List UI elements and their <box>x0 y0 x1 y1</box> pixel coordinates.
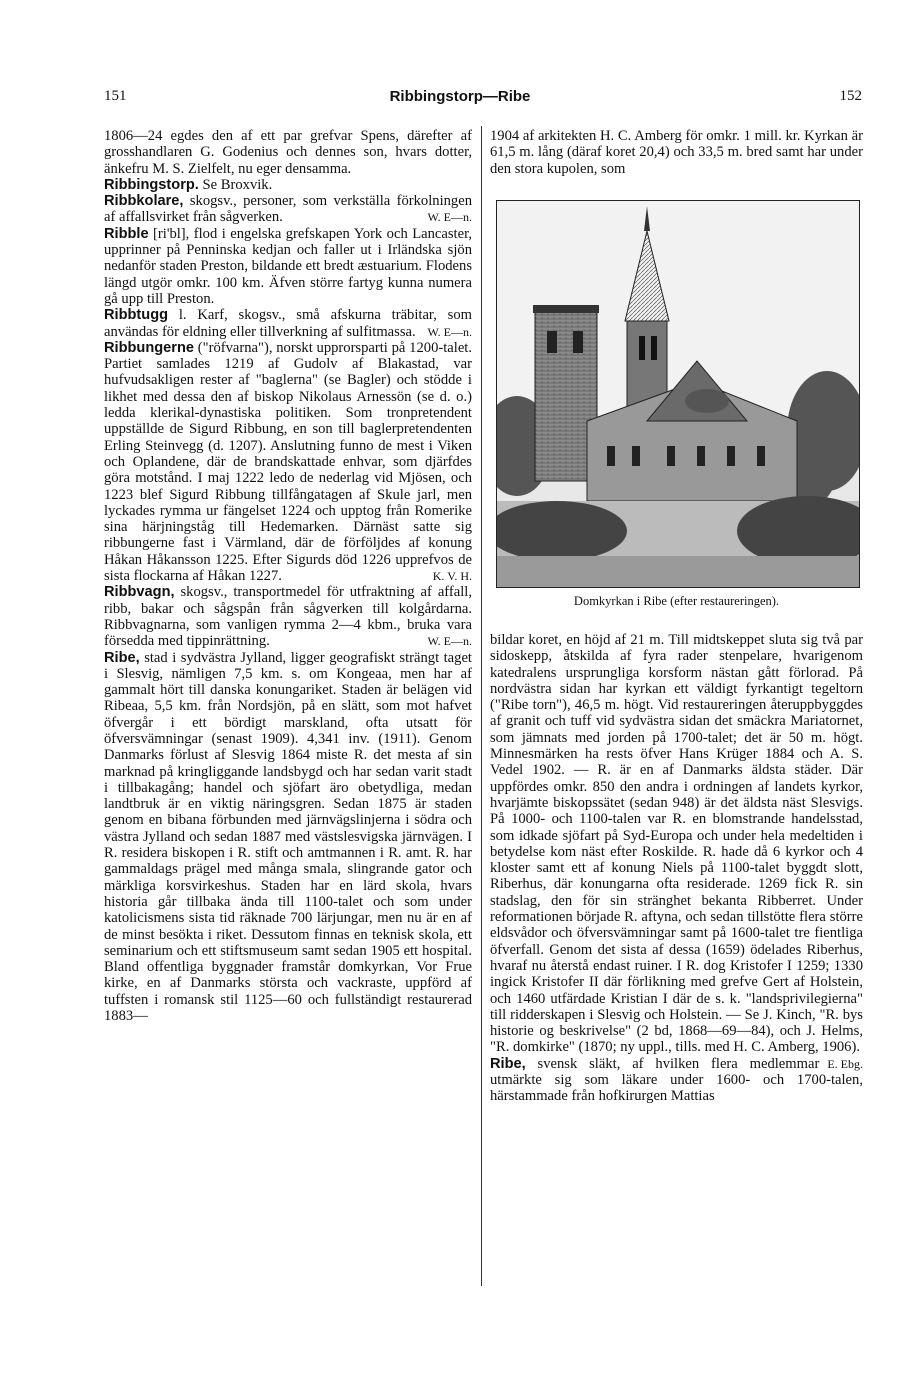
dictionary-entry <box>104 307 472 340</box>
column-divider <box>481 126 482 1286</box>
entry-headword: Ribe, <box>104 649 140 666</box>
entry-body: ("röfvarna"), norskt upprorsparti på 1200-talet. Partiet samlades 1219 af Gudolv af Blakastad, var hufvudsakligen rester af "baglerna" (se Bagler) och stödde i likhet med dessa den af biskop Nikolaus Arnessön (se d. o.) ledda klerikal-dynastiska politiken. Som tronpretendent uppställde de Sigurd Ribbung, en son till baglerpretendenten Erling Steinvegg (d. 1207). Anslutning funno de mest i Viken och Oplandene, där de brandskattade enhvar, som djärfdes göra motstånd. I maj 1222 ledo de nederlag vid Mjösen, och 1223 blef Sigurd Ribbung tillfångatagen af Skule jarl, men lyckades rymma ur fängelset 1224 och upptog från Romerike sina härjningståg till Hedemarken. Därnäst satte sig ribbungerne fast i Värmland, där de förföljdes af konung Håkan Håkansson 1225. Efter Sigurds död 1226 upprefvos de sista flockarna af Håkan 1227. <box>104 339 472 585</box>
entry-body: l. Karf, skogsv., små afskurna träbitar, som användas för eldning eller tillverkning af sulfitmassa. <box>104 307 472 340</box>
author-signature: K. V. H. <box>432 569 472 584</box>
figure-caption: Domkyrkan i Ribe (efter restaureringen). <box>573 594 780 608</box>
entry-body: 1806—24 egdes den af ett par grefvar Spens, därefter af grosshandlaren G. Godenius och dennes son, hvars dotter, änkefru M. S. Zielfelt, nu eger densamma. <box>104 128 472 177</box>
right-column-top: 1904 af arkitekten H. C. Amberg för omkr. 1 mill. kr. Kyrkan är 61,5 m. lång (däraf koret 20,4) och 33,5 m. bred samt har under den stora kupolen, som <box>490 128 863 177</box>
entry-body: skogsv., transportmedel för utfraktning af affall, ribb, bakar och sågspån från sågverken till kolgårdarna. Ribbvagnarna, som vanligen rymma 2—4 kbm., bruka vara försedda med tippinrättning. <box>104 584 472 650</box>
right-column-bottom <box>490 632 863 1105</box>
dictionary-entry <box>104 340 472 584</box>
left-column <box>104 128 472 1024</box>
entry-body: skogsv., personer, som verkställa förkolningen af affallsvirket från sågverken. <box>104 193 472 226</box>
dictionary-entry <box>104 193 472 226</box>
running-head: Ribbingstorp—Ribe <box>389 88 531 105</box>
entry-headword: Ribbungerne <box>104 339 194 356</box>
page-number-right: 152 <box>839 88 862 104</box>
dictionary-entry <box>104 650 472 1025</box>
author-signature: W. E—n. <box>427 210 472 225</box>
dictionary-entry <box>104 226 472 307</box>
author-signature: W. E—n. <box>427 324 472 339</box>
entry-headword: Ribe, <box>490 1055 526 1072</box>
entry-body: bildar koret, en höjd af 21 m. Till midtskeppet sluta sig två par sidoskepp, åtskilda af fyra rader stenpelare, hvarigenom katedralens ursprungliga korsform nästan gått förlorad. På nordvästra sidan har kyrkan ett väldigt fyrkantigt tegeltorn ("Ribe torn"), 46,5 m. högt. Vid restaureringen återuppbyggdes af granit och tuff vid sydvästra sidan det smäckra Mariatornet, som jämnats med jorden på 1700-talet; det är 50 m. högt. Minnesmärken ha rests öfver Hans Krüger 1884 och A. S. Vedel 1902. — R. är en af Danmarks äldsta städer. Där uppfördes omkr. 850 den andra i ordningen af landets kyrkor, hvarjämte biskopssätet (sedan 948) är det äldsta näst Slesvigs. På 1000- och 1100-talen var R. en blomstrande handelsstad, som idkade sjöfart på Syd-Europa och under hela medeltiden i betydelse kom näst efter Roskilde. R. hade då 6 kyrkor och 4 kloster samt ett af konung Niels på 1100-talet byggdt slott, Riberhus, där konungarna ofta residerade. 1269 fick R. sin stadslag, den för sin stränghet bekanta Ribberret. Under reformationen började R. aftyna, och sedan tillstötte flera större eldsvådor och öfversvämningar samt på 1600-talet tre fientliga öfverfall. Genom det sista af dessa (1659) ödelades Riberhus, hvaraf nu återstå endast ruiner. I R. dog Kristofer I 1259; 1330 ingick Kristofer II där förlikning med grefve Gert af Holstein, och 1460 utfärdade Kristian I där de s. k. "landsprivilegierna" till ridderskapen i Slesvig och Holstein. — Se J. Kinch, "R. bys historie og beskrivelse" (2 bd, 1868—69—84), och J. Helms, "R. domkirke" (1870; ny uppl., tills. med H. C. Amberg, 1906). <box>490 632 863 1056</box>
page-number-left: 151 <box>104 88 127 104</box>
entry-headword: Ribbkolare, <box>104 193 184 210</box>
entry-headword: Ribble <box>104 225 149 242</box>
entry-body: stad i sydvästra Jylland, ligger geografiskt strängt taget i Slesvig, nämligen 7,5 km. s. om Kongeaa, men har af gammalt hört till danska konungariket. Staden är belägen vid Ribeaa, 5,5 km. från Nordsjön, på en slätt, som mot hafvet öfvergår i ett bördigt marskland, ofta utsatt för öfversvämningar (senast 1909). 4,341 inv. (1911). Genom Danmarks förlust af Slesvig 1864 miste R. det mesta af sin marknad på kringliggande landsbygd och har sedan varit stadt i tillbakagång; handel och sjöfart äro obetydliga, medan landtbruk är en viktig näringsgren. Sedan 1875 är staden genom en bibana förbunden med järnvägslinjerna i södra och västra Jylland och sedan 1887 med västslesvigska järnvägen. I R. residera biskopen i R. stift och amtmannen i R. amt. R. har gammaldags prägel med många smala, slingrande gator och märkliga korsvirkeshus. Staden har en lärd skola, hvars historia går tillbaka ända till 1100-talet och som under katolicismens sista tid räknade 700 lärjungar, men nu är en af de minst besökta i riket. Dessutom finnas en teknisk skola, ett seminarium och ett stiftsmuseum samt sedan 1905 ett hospital. Bland offentliga byggnader framstår domkyrkan, Vor Frue kirke, en af Danmarks största och vackraste, uppförd af tuffsten i romansk stil 1125—60 och fullständigt restaurerad 1883— <box>104 649 472 1025</box>
cathedral-drawing <box>497 201 859 587</box>
entry-body: [ri'bl], flod i engelska grefskapen York och Lancaster, upprinner på Penninska kedjan och faller ut i Irländska sjön nedanför staden Preston, bildande ett bredt æstuarium. Flodens längd utgör omkr. 100 km. Äfven större fartyg kunna numera gå upp till Preston. <box>104 225 472 307</box>
entry-headword: Ribbingstorp. <box>104 176 199 193</box>
dictionary-entry <box>104 128 472 177</box>
cathedral-illustration <box>496 200 860 588</box>
entry-headword: Ribbvagn, <box>104 584 175 601</box>
dictionary-entry <box>104 584 472 649</box>
author-signature: W. E—n. <box>427 634 472 649</box>
dictionary-entry <box>490 632 863 1071</box>
dictionary-entry <box>490 1056 863 1105</box>
entry-headword: Ribbtugg <box>104 307 169 324</box>
entry-body: Se Broxvik. <box>198 176 273 193</box>
dictionary-entry <box>104 177 472 193</box>
entry-body: svensk släkt, af hvilken flera medlemmar utmärkte sig som läkare under 1600- och 1700-talen, härstammade från hofkirurgen Mattias <box>490 1055 863 1105</box>
author-signature: E. Ebg. <box>827 1056 863 1071</box>
